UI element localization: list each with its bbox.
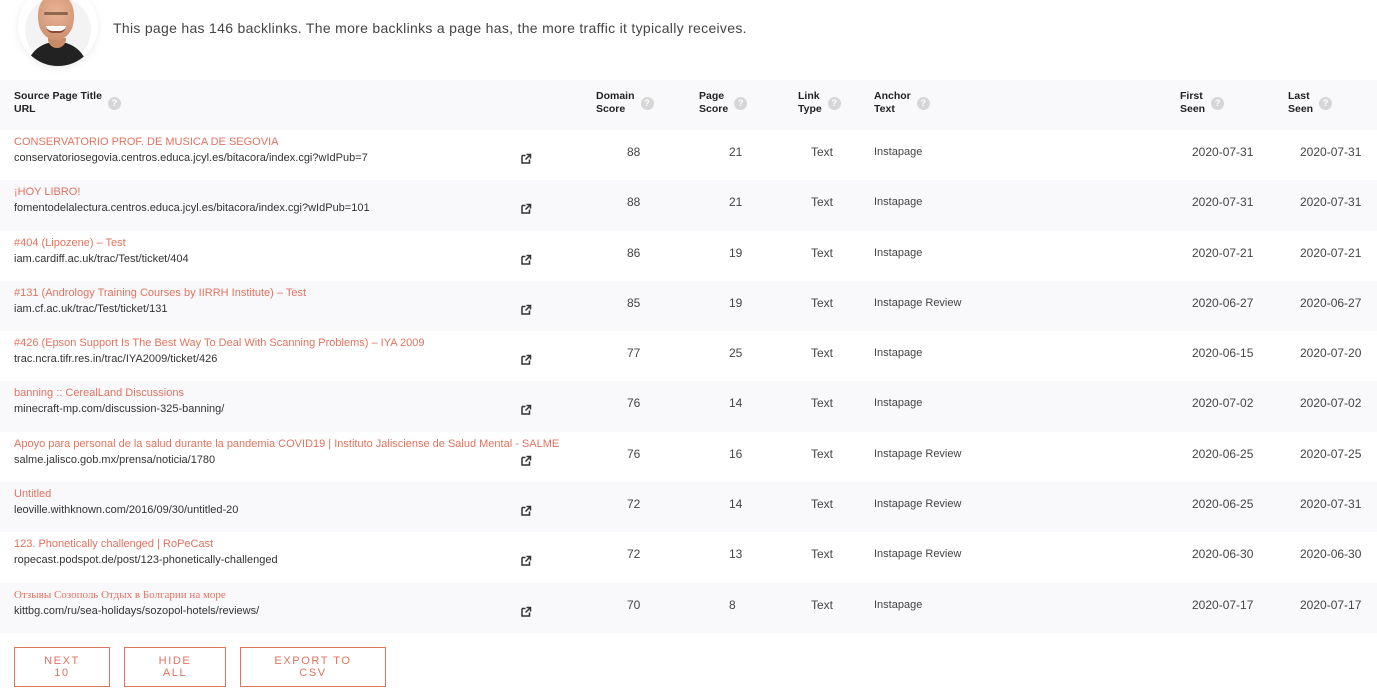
anchor-text: Instapage <box>874 146 923 158</box>
last-seen: 2020-07-21 <box>1300 245 1362 260</box>
external-link-icon[interactable] <box>519 303 533 317</box>
page-score: 16 <box>729 446 743 461</box>
help-icon[interactable]: ? <box>734 97 747 110</box>
first-seen: 2020-06-27 <box>1192 295 1254 310</box>
source-page-title-link[interactable]: ¡HOY LIBRO! <box>14 186 81 199</box>
link-type: Text <box>811 295 834 310</box>
link-type: Text <box>811 195 834 210</box>
first-seen: 2020-06-25 <box>1192 446 1254 461</box>
help-icon[interactable]: ? <box>1211 97 1224 110</box>
column-page-score: Page Score ? <box>699 90 747 116</box>
first-seen: 2020-06-30 <box>1192 547 1254 562</box>
domain-score: 72 <box>627 497 641 512</box>
help-icon[interactable]: ? <box>917 97 930 110</box>
first-seen: 2020-07-17 <box>1192 597 1254 612</box>
anchor-text: Instapage Review <box>874 296 962 309</box>
first-seen: 2020-06-25 <box>1192 497 1254 512</box>
link-type: Text <box>811 497 834 512</box>
anchor-text: Instapage Review <box>874 447 962 460</box>
source-url: minecraft-mp.com/discussion-325-banning/ <box>14 403 225 416</box>
source-url: ropecast.podspot.de/post/123-phonetically-challenged <box>14 554 278 567</box>
external-link-icon[interactable] <box>519 353 533 367</box>
link-type: Text <box>811 145 834 159</box>
page-score: 14 <box>729 396 743 411</box>
page-score: 19 <box>729 245 743 260</box>
source-page-title-link[interactable]: Отзывы Созополь Отдых в Болгарии на море <box>14 588 226 601</box>
export-to-csv-button[interactable]: EXPORT TO CSV <box>240 647 386 687</box>
external-link-icon[interactable] <box>519 554 533 568</box>
backlinks-summary-text: This page has 146 backlinks. The more backlinks a page has, the more traffic it typically receives. <box>113 20 747 36</box>
last-seen: 2020-07-31 <box>1300 497 1362 512</box>
header <box>0 0 1377 75</box>
last-seen: 2020-07-31 <box>1300 145 1362 159</box>
table-row <box>0 381 1377 431</box>
external-link-icon[interactable] <box>519 403 533 417</box>
domain-score: 77 <box>627 346 641 361</box>
source-page-title-link[interactable]: banning :: CerealLand Discussions <box>14 387 184 400</box>
link-type: Text <box>811 346 834 361</box>
source-url: salme.jalisco.gob.mx/prensa/noticia/1780 <box>14 453 216 466</box>
table-row <box>0 281 1377 331</box>
source-page-title-link[interactable]: Untitled <box>14 488 52 501</box>
anchor-text: Instapage <box>874 196 923 209</box>
column-link-type: Link Type ? <box>798 90 841 116</box>
first-seen: 2020-07-31 <box>1192 195 1254 210</box>
help-icon[interactable]: ? <box>1319 97 1332 110</box>
help-icon[interactable]: ? <box>828 97 841 110</box>
source-page-title-link[interactable]: 123. Phonetically challenged | RoPeCast <box>14 538 214 551</box>
hide-all-button[interactable]: HIDE ALL <box>124 647 226 687</box>
last-seen: 2020-07-17 <box>1300 597 1362 612</box>
last-seen: 2020-06-30 <box>1300 547 1362 562</box>
anchor-text: Instapage <box>874 397 923 410</box>
anchor-text: Instapage <box>874 246 923 259</box>
page-score: 19 <box>729 295 743 310</box>
source-page-title-link[interactable]: #404 (Lipozene) – Test <box>14 236 126 249</box>
backlinks-table <box>0 80 1377 633</box>
last-seen: 2020-06-27 <box>1300 295 1362 310</box>
source-url: conservatoriosegovia.centros.educa.jcyl.es/bitacora/index.cgi?wIdPub=7 <box>14 152 368 164</box>
page-score: 8 <box>729 597 736 612</box>
source-page-title-link[interactable]: #426 (Epson Support Is The Best Way To Deal With Scanning Problems) – IYA 2009 <box>14 337 425 350</box>
first-seen: 2020-07-02 <box>1192 396 1254 411</box>
link-type: Text <box>811 245 834 260</box>
external-link-icon[interactable] <box>519 454 533 468</box>
table-row <box>0 180 1377 230</box>
first-seen: 2020-07-31 <box>1192 145 1254 159</box>
external-link-icon[interactable] <box>519 253 533 267</box>
first-seen: 2020-07-21 <box>1192 245 1254 260</box>
anchor-text: Instapage <box>874 598 923 611</box>
table-row <box>0 331 1377 381</box>
external-link-icon[interactable] <box>519 202 533 216</box>
table-header <box>0 80 1377 130</box>
domain-score: 88 <box>627 195 641 210</box>
external-link-icon[interactable] <box>519 152 533 166</box>
source-page-title-link[interactable]: #131 (Andrology Training Courses by IIRRH Institute) – Test <box>14 286 307 299</box>
table-row <box>0 532 1377 582</box>
column-anchor-text: Anchor Text ? <box>874 90 930 116</box>
column-last-seen: Last Seen ? <box>1288 90 1332 116</box>
domain-score: 72 <box>627 547 641 562</box>
column-source: Source Page Title URL ? <box>14 90 121 116</box>
column-first-seen: First Seen ? <box>1180 90 1224 116</box>
table-row <box>0 130 1377 180</box>
source-url: iam.cf.ac.uk/trac/Test/ticket/131 <box>14 302 168 315</box>
first-seen: 2020-06-15 <box>1192 346 1254 361</box>
domain-score: 88 <box>627 145 641 159</box>
page-score: 21 <box>729 145 743 159</box>
page-score: 14 <box>729 497 743 512</box>
domain-score: 86 <box>627 245 641 260</box>
help-icon[interactable]: ? <box>641 97 654 110</box>
source-url: trac.ncra.tifr.res.in/trac/IYA2009/ticket/426 <box>14 353 218 366</box>
last-seen: 2020-07-25 <box>1300 446 1362 461</box>
table-row <box>0 231 1377 281</box>
table-row <box>0 583 1377 633</box>
last-seen: 2020-07-02 <box>1300 396 1362 411</box>
last-seen: 2020-07-20 <box>1300 346 1362 361</box>
avatar <box>18 0 98 66</box>
source-page-title-link[interactable]: Apoyo para personal de la salud durante la pandemia COVID19 | Instituto Jalisciense de Salud Mental - SALME <box>14 437 560 450</box>
page-score: 25 <box>729 346 743 361</box>
link-type: Text <box>811 547 834 562</box>
table-row <box>0 482 1377 532</box>
page-score: 21 <box>729 195 743 210</box>
anchor-text: Instapage <box>874 347 923 360</box>
external-link-icon[interactable] <box>519 504 533 518</box>
anchor-text: Instapage Review <box>874 498 962 511</box>
link-type: Text <box>811 396 834 411</box>
source-url: iam.cardiff.ac.uk/trac/Test/ticket/404 <box>14 252 189 265</box>
anchor-text: Instapage Review <box>874 548 962 561</box>
domain-score: 76 <box>627 446 641 461</box>
domain-score: 76 <box>627 396 641 411</box>
source-url: fomentodelalectura.centros.educa.jcyl.es/bitacora/index.cgi?wIdPub=101 <box>14 202 370 215</box>
source-url: kittbg.com/ru/sea-holidays/sozopol-hotels/reviews/ <box>14 604 260 617</box>
source-page-title-link[interactable]: CONSERVATORIO PROF. DE MUSICA DE SEGOVIA <box>14 136 279 148</box>
table-row <box>0 432 1377 482</box>
next-10-button[interactable]: NEXT 10 <box>14 647 110 687</box>
domain-score: 70 <box>627 597 641 612</box>
table-actions <box>14 647 386 687</box>
help-icon[interactable]: ? <box>108 97 121 110</box>
page-score: 13 <box>729 547 743 562</box>
table-body <box>0 130 1377 633</box>
column-domain-score: Domain Score ? <box>596 90 654 116</box>
last-seen: 2020-07-31 <box>1300 195 1362 210</box>
domain-score: 85 <box>627 295 641 310</box>
link-type: Text <box>811 597 834 612</box>
external-link-icon[interactable] <box>519 605 533 619</box>
source-url: leoville.withknown.com/2016/09/30/untitled-20 <box>14 504 239 517</box>
link-type: Text <box>811 446 834 461</box>
